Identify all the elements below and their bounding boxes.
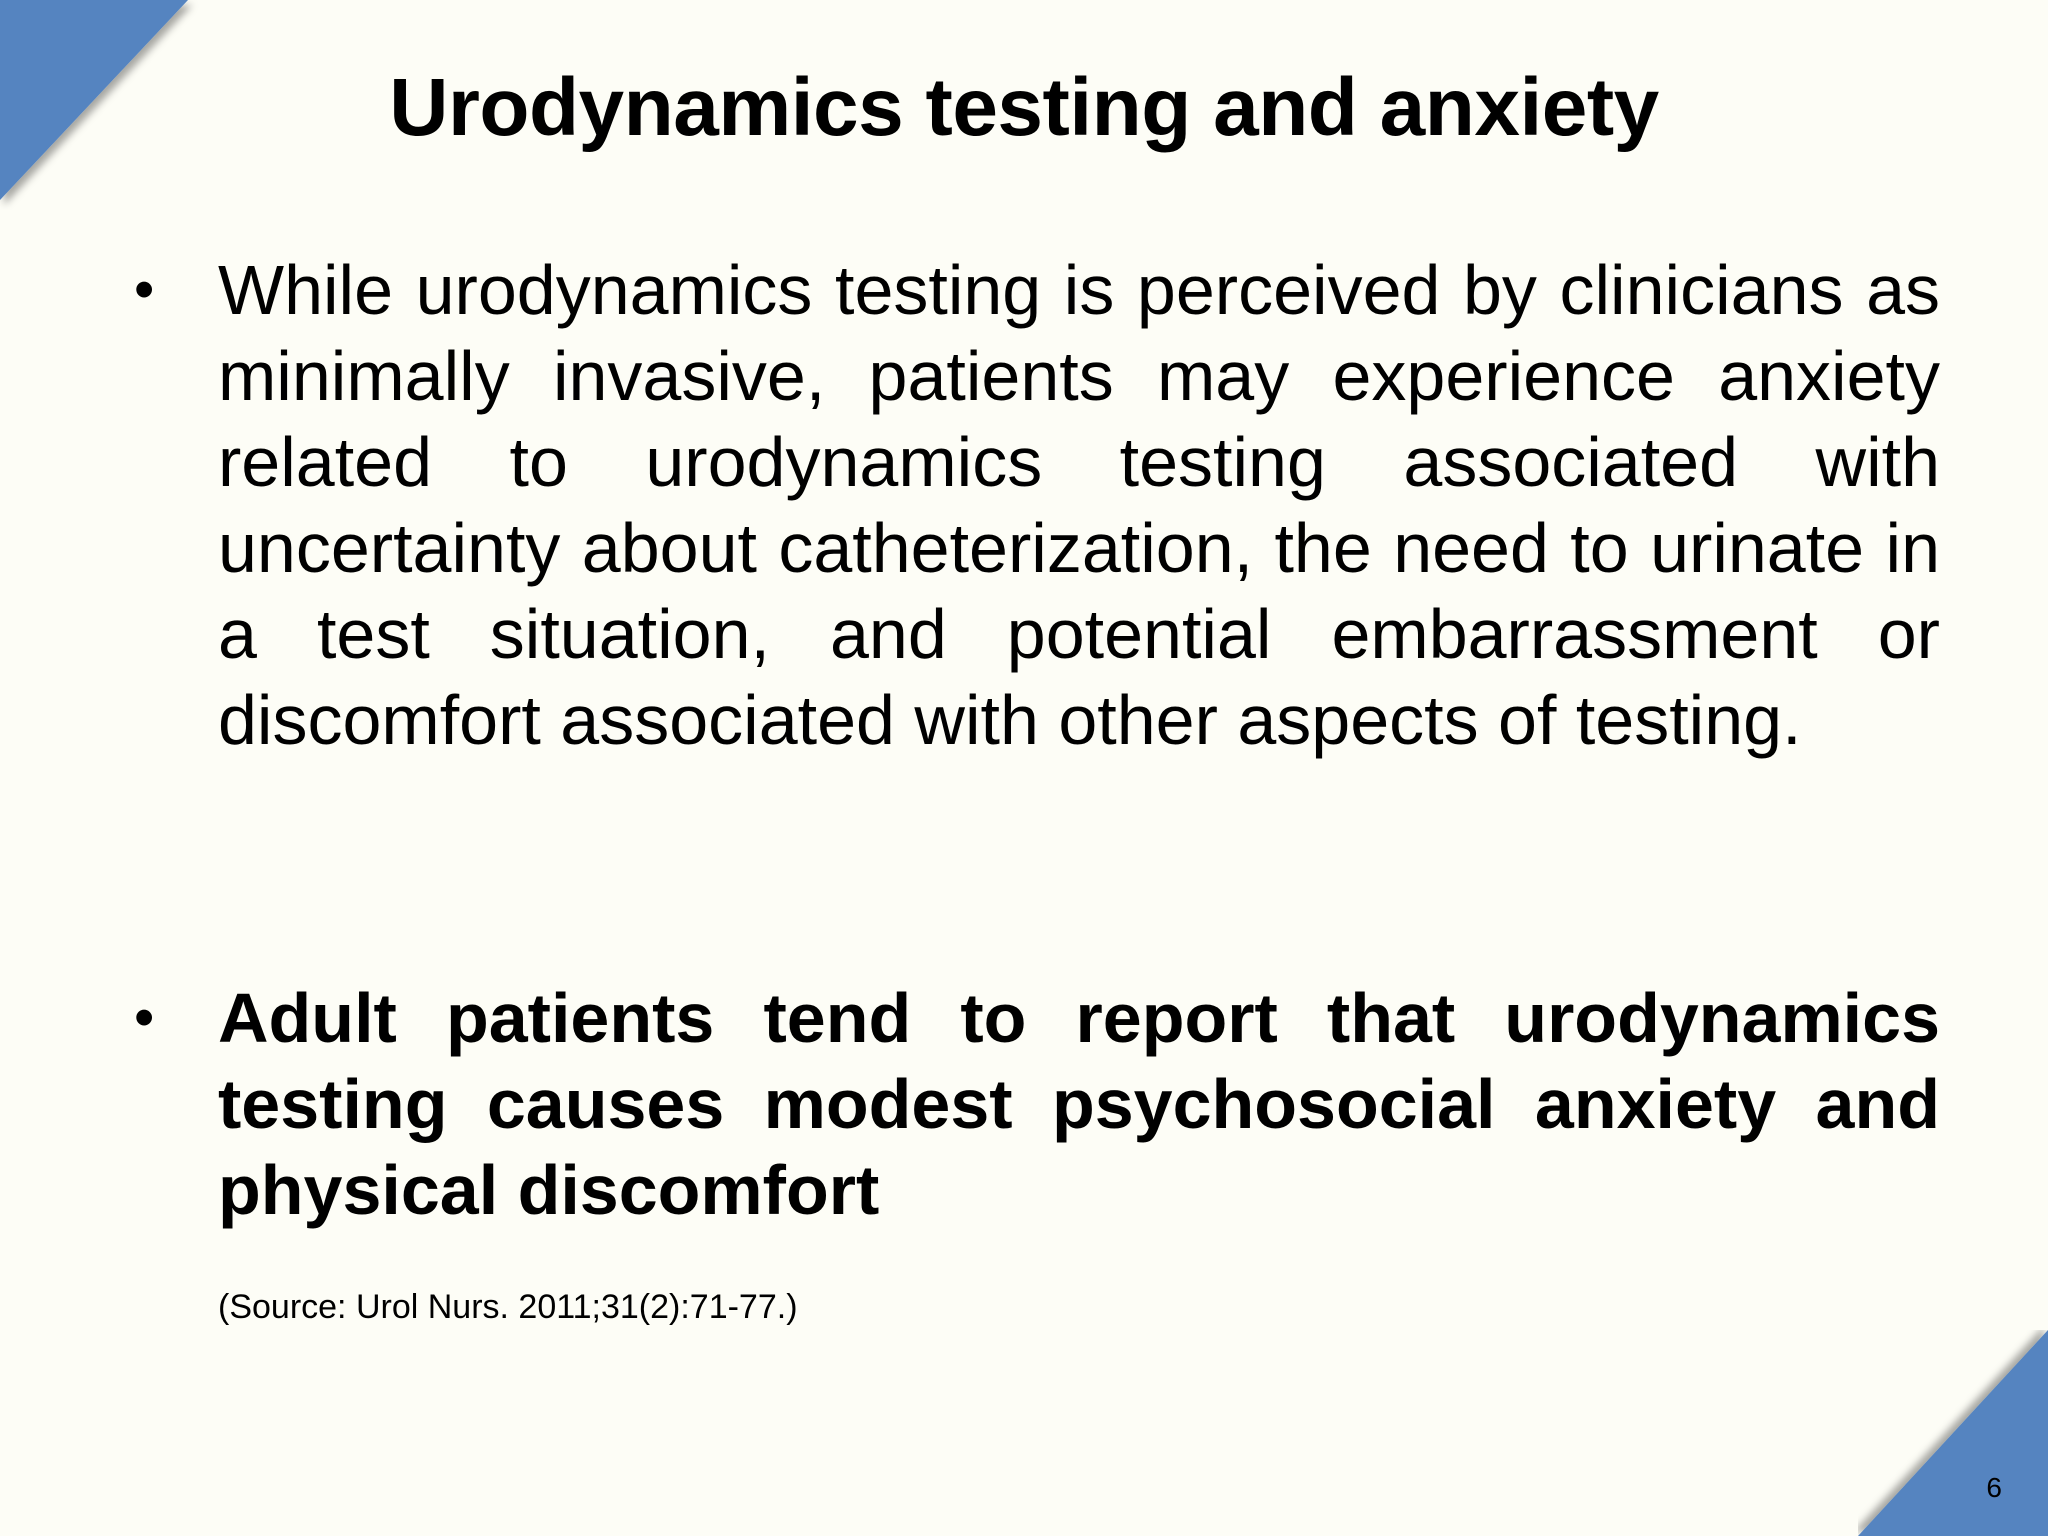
bullet-icon: •: [134, 985, 155, 1050]
source-citation: (Source: Urol Nurs. 2011;31(2):71-77.): [218, 1288, 798, 1326]
bullet-text: While urodynamics testing is perceived by clinicians as minimally invasive, patients may experience anxiety related to urodynamics testing associated with uncertainty about catheterization, the need to urinate in a test situation, and potential embarrassment or discomfort associated with other aspects of testing.: [218, 251, 1940, 759]
bullet-icon: •: [134, 257, 155, 322]
bullet-item-patient-reports: [134, 975, 1940, 1233]
bullet-text: Adult patients tend to report that urodynamics testing causes modest psychosocial anxiety and physical discomfort: [218, 979, 1940, 1229]
bullet-item-anxiety-causes: [134, 247, 1940, 763]
slide-number: 6: [1986, 1472, 2002, 1503]
corner-decoration-bottom-right: [1858, 1330, 2048, 1536]
slide-title: Urodynamics testing and anxiety: [389, 62, 1659, 153]
